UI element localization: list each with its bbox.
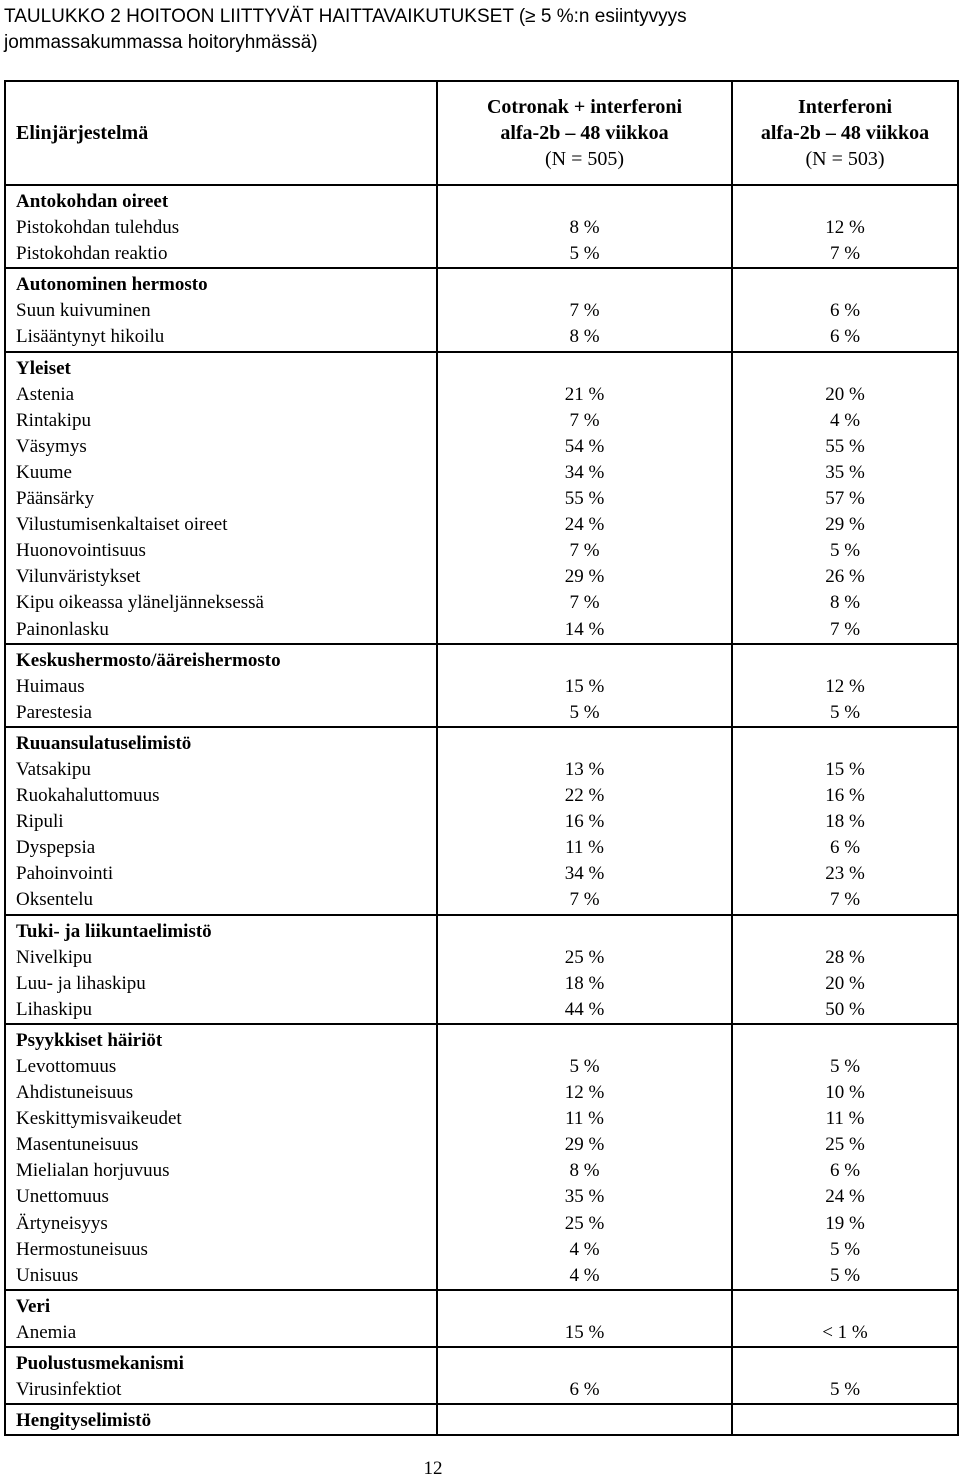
section-interferon-values-cell xyxy=(732,915,958,1024)
cotronak-value: 29 % xyxy=(564,566,605,588)
cotronak-value: 15 % xyxy=(564,1321,605,1343)
header-interferon-line-3: (N = 503) xyxy=(805,148,885,170)
interferon-value: 50 % xyxy=(825,998,865,1020)
section-labels-cell xyxy=(5,1024,437,1290)
interferon-value: 7 % xyxy=(829,889,861,911)
cotronak-value: 13 % xyxy=(564,758,605,780)
section-interferon-values-cell xyxy=(732,268,958,351)
cotronak-value: 22 % xyxy=(564,785,605,807)
adverse-effect-label: Ruokahaluttomuus xyxy=(16,785,160,807)
section-labels-cell xyxy=(5,1347,437,1404)
adverse-effect-label: Vilustumisenkaltaiset oireet xyxy=(16,514,228,536)
adverse-effect-label: Keskittymisvaikeudet xyxy=(16,1108,182,1130)
interferon-value: 19 % xyxy=(825,1212,865,1234)
adverse-effect-label: Unisuus xyxy=(16,1264,79,1286)
organ-system-heading: Puolustusmekanismi xyxy=(16,1353,184,1375)
cotronak-value: 14 % xyxy=(564,618,605,640)
section-cotronak-values-cell xyxy=(437,1290,732,1347)
interferon-value: 10 % xyxy=(825,1082,865,1104)
adverse-effect-label: Ärtyneisyys xyxy=(16,1212,108,1234)
interferon-value: 12 % xyxy=(825,675,865,697)
adverse-effect-label: Päänsärky xyxy=(16,488,95,510)
cotronak-value: 35 % xyxy=(564,1186,605,1208)
interferon-value: 7 % xyxy=(829,618,861,640)
header-cotronak-group xyxy=(437,81,732,185)
header-cotronak-line-2: alfa-2b – 48 viikkoa xyxy=(500,122,669,144)
table-section-row xyxy=(5,644,958,727)
cotronak-value xyxy=(438,648,731,674)
table-section-row xyxy=(5,727,958,915)
organ-system-heading: Antokohdan oireet xyxy=(16,191,169,212)
interferon-value xyxy=(733,1028,957,1054)
cotronak-value: 7 % xyxy=(569,592,600,614)
cotronak-value: 55 % xyxy=(564,488,605,510)
interferon-value: 26 % xyxy=(825,566,865,588)
section-labels-cell xyxy=(5,644,437,727)
adverse-effect-label: Dyspepsia xyxy=(16,837,96,859)
adverse-effect-label: Luu- ja lihaskipu xyxy=(16,972,146,994)
adverse-effect-label: Vilunväristykset xyxy=(16,566,141,588)
table-header-row xyxy=(5,81,958,185)
table-title-line-1: TAULUKKO 2 HOITOON LIITTYVÄT HAITTAVAIKUTUKSET (≥ 5 %:n esiintyvyys xyxy=(4,6,687,27)
cotronak-value: 4 % xyxy=(569,1264,600,1286)
cotronak-value: 5 % xyxy=(569,701,600,723)
section-cotronak-values-cell xyxy=(437,1024,732,1290)
section-interferon-values-cell xyxy=(732,727,958,915)
adverse-effect-label: Anemia xyxy=(16,1321,77,1343)
interferon-value xyxy=(733,731,957,757)
table-section-row xyxy=(5,352,958,644)
adverse-effect-label: Kipu oikeassa yläneljänneksessä xyxy=(16,592,264,614)
table-section-row xyxy=(5,1290,958,1347)
cotronak-value: 6 % xyxy=(569,1379,600,1401)
interferon-value: 55 % xyxy=(825,435,865,457)
table-section-row xyxy=(5,268,958,351)
cotronak-value: 11 % xyxy=(565,1108,604,1130)
adverse-effect-label: Unettomuus xyxy=(16,1186,109,1208)
cotronak-value: 34 % xyxy=(564,863,605,885)
header-cotronak-line-1: Cotronak + interferoni xyxy=(486,96,683,118)
adverse-effect-label: Parestesia xyxy=(16,701,92,723)
adverse-effect-label: Väsymys xyxy=(16,435,87,457)
cotronak-value: 8 % xyxy=(569,1160,600,1182)
adverse-effect-label: Vatsakipu xyxy=(16,758,91,780)
interferon-value: 5 % xyxy=(829,1379,861,1401)
interferon-value: 15 % xyxy=(825,758,865,780)
interferon-value: 12 % xyxy=(825,217,865,239)
cotronak-value: 21 % xyxy=(564,383,605,405)
table-title-line-2: jommassakummassa hoitoryhmässä) xyxy=(4,32,318,53)
section-cotronak-values-cell xyxy=(437,1404,732,1435)
header-organ-system-label: Elinjärjestelmä xyxy=(16,122,149,144)
interferon-value: 18 % xyxy=(825,811,865,833)
adverse-effect-label: Rintakipu xyxy=(16,409,91,431)
cotronak-value xyxy=(438,356,731,382)
interferon-value xyxy=(733,648,957,674)
interferon-value xyxy=(733,189,957,215)
cotronak-value: 25 % xyxy=(564,1212,605,1234)
organ-system-heading: Yleiset xyxy=(16,357,71,379)
adverse-effect-label: Astenia xyxy=(16,383,75,405)
cotronak-value xyxy=(438,1351,731,1377)
cotronak-value xyxy=(438,1028,731,1054)
cotronak-value: 12 % xyxy=(564,1082,605,1104)
interferon-value: 5 % xyxy=(829,1056,861,1077)
section-interferon-values-cell xyxy=(732,1347,958,1404)
cotronak-value: 7 % xyxy=(569,540,600,562)
interferon-value: 8 % xyxy=(829,592,861,614)
section-labels-cell xyxy=(5,1404,437,1435)
cotronak-value: 34 % xyxy=(564,461,605,483)
section-interferon-values-cell xyxy=(732,644,958,727)
organ-system-heading: Veri xyxy=(16,1295,51,1317)
cotronak-value: 7 % xyxy=(569,409,600,431)
adverse-effect-label: Painonlasku xyxy=(16,618,109,640)
interferon-value: 16 % xyxy=(825,785,865,807)
section-labels-cell xyxy=(5,185,437,268)
interferon-value: 4 % xyxy=(829,409,861,431)
section-cotronak-values-cell xyxy=(437,727,732,915)
cotronak-value xyxy=(438,1294,731,1320)
adverse-effect-label: Ahdistuneisuus xyxy=(16,1082,134,1104)
adverse-effect-label: Nivelkipu xyxy=(16,946,92,968)
interferon-value xyxy=(733,1351,957,1377)
organ-system-heading: Tuki- ja liikuntaelimistö xyxy=(16,920,212,942)
adverse-effect-label: Hermostuneisuus xyxy=(16,1238,148,1260)
cotronak-value: 11 % xyxy=(565,837,604,859)
adverse-effect-label: Pistokohdan tulehdus xyxy=(16,217,180,239)
section-labels-cell xyxy=(5,268,437,351)
section-cotronak-values-cell xyxy=(437,352,732,644)
section-cotronak-values-cell xyxy=(437,915,732,1024)
section-labels-cell xyxy=(5,352,437,644)
cotronak-value xyxy=(438,272,731,298)
organ-system-heading: Keskushermosto/ääreishermosto xyxy=(16,649,281,671)
section-interferon-values-cell xyxy=(732,352,958,644)
table-section-row xyxy=(5,915,958,1024)
cotronak-value: 7 % xyxy=(569,889,600,911)
adverse-effect-label: Oksentelu xyxy=(16,889,94,911)
header-organ-system xyxy=(5,81,437,185)
section-labels-cell xyxy=(5,1290,437,1347)
interferon-value xyxy=(733,272,957,298)
header-interferon-group xyxy=(732,81,958,185)
interferon-value xyxy=(733,1294,957,1320)
adverse-effect-label: Virusinfektiot xyxy=(16,1379,122,1401)
cotronak-value: 25 % xyxy=(564,946,605,968)
interferon-value: 5 % xyxy=(829,1264,861,1286)
cotronak-value xyxy=(438,1408,731,1434)
interferon-value: 20 % xyxy=(825,383,865,405)
interferon-value: 20 % xyxy=(825,972,865,994)
interferon-value: 24 % xyxy=(825,1186,865,1208)
adverse-effect-label: Kuume xyxy=(16,461,72,483)
cotronak-value: 16 % xyxy=(564,811,605,833)
cotronak-value: 54 % xyxy=(564,435,605,457)
cotronak-value: 4 % xyxy=(569,1238,600,1260)
cotronak-value: 44 % xyxy=(564,998,605,1020)
interferon-value: 5 % xyxy=(829,701,861,723)
table-section-row xyxy=(5,185,958,268)
header-interferon-line-1: Interferoni xyxy=(797,96,893,118)
section-interferon-values-cell xyxy=(732,1024,958,1290)
interferon-value: 57 % xyxy=(825,488,865,510)
interferon-value xyxy=(733,919,957,945)
page-number: 12 xyxy=(423,1458,443,1479)
table-section-row xyxy=(5,1024,958,1290)
adverse-effect-label: Lihaskipu xyxy=(16,998,92,1020)
interferon-value: 7 % xyxy=(829,243,861,265)
header-interferon-line-2: alfa-2b – 48 viikkoa xyxy=(760,122,930,144)
interferon-value: 28 % xyxy=(825,946,865,968)
cotronak-value: 5 % xyxy=(569,1056,600,1077)
adverse-effect-label: Suun kuivuminen xyxy=(16,300,151,322)
header-cotronak-line-3: (N = 505) xyxy=(544,148,625,170)
interferon-value: 6 % xyxy=(829,837,861,859)
cotronak-value: 8 % xyxy=(569,217,600,239)
organ-system-heading: Psyykkiset häiriöt xyxy=(16,1029,163,1051)
organ-system-heading: Autonominen hermosto xyxy=(16,274,208,296)
interferon-value: 35 % xyxy=(825,461,865,483)
cotronak-value xyxy=(438,731,731,757)
section-labels-cell xyxy=(5,727,437,915)
interferon-value: 5 % xyxy=(829,540,861,562)
adverse-effect-label: Mielialan horjuvuus xyxy=(16,1160,170,1182)
table-title xyxy=(4,4,944,56)
section-interferon-values-cell xyxy=(732,1404,958,1435)
cotronak-value xyxy=(438,919,731,945)
adverse-effect-label: Lisääntynyt hikoilu xyxy=(16,326,165,348)
section-cotronak-values-cell xyxy=(437,268,732,351)
cotronak-value xyxy=(438,189,731,215)
interferon-value: 25 % xyxy=(825,1134,865,1156)
interferon-value: 6 % xyxy=(829,1160,861,1182)
section-cotronak-values-cell xyxy=(437,1347,732,1404)
section-cotronak-values-cell xyxy=(437,185,732,268)
adverse-effect-label: Pistokohdan reaktio xyxy=(16,243,168,265)
adverse-effect-label: Pahoinvointi xyxy=(16,863,114,885)
interferon-value: 29 % xyxy=(825,514,865,536)
adverse-effect-label: Masentuneisuus xyxy=(16,1134,139,1156)
adverse-effect-label: Huimaus xyxy=(16,675,85,697)
interferon-value: 23 % xyxy=(825,863,865,885)
adverse-effect-label: Levottomuus xyxy=(16,1056,117,1077)
section-cotronak-values-cell xyxy=(437,644,732,727)
cotronak-value: 7 % xyxy=(569,300,600,322)
interferon-value: 6 % xyxy=(829,300,861,322)
interferon-value: 6 % xyxy=(829,326,861,348)
table-section-row xyxy=(5,1404,958,1435)
interferon-value: 5 % xyxy=(829,1238,861,1260)
interferon-value: 11 % xyxy=(825,1108,865,1130)
adverse-effects-table xyxy=(4,80,959,1436)
interferon-value xyxy=(733,356,957,382)
table-section-row xyxy=(5,1347,958,1404)
cotronak-value: 29 % xyxy=(564,1134,605,1156)
adverse-effect-label: Ripuli xyxy=(16,811,64,833)
organ-system-heading: Hengityselimistö xyxy=(16,1410,152,1432)
cotronak-value: 5 % xyxy=(569,243,600,265)
organ-system-heading: Ruuansulatuselimistö xyxy=(16,732,192,754)
adverse-effect-label: Huonovointisuus xyxy=(16,540,146,562)
interferon-value xyxy=(733,1408,957,1434)
section-labels-cell xyxy=(5,915,437,1024)
cotronak-value: 18 % xyxy=(564,972,605,994)
cotronak-value: 8 % xyxy=(569,326,600,348)
interferon-value: < 1 % xyxy=(822,1321,868,1343)
cotronak-value: 24 % xyxy=(564,514,605,536)
section-interferon-values-cell xyxy=(732,1290,958,1347)
cotronak-value: 15 % xyxy=(564,675,605,697)
section-interferon-values-cell xyxy=(732,185,958,268)
